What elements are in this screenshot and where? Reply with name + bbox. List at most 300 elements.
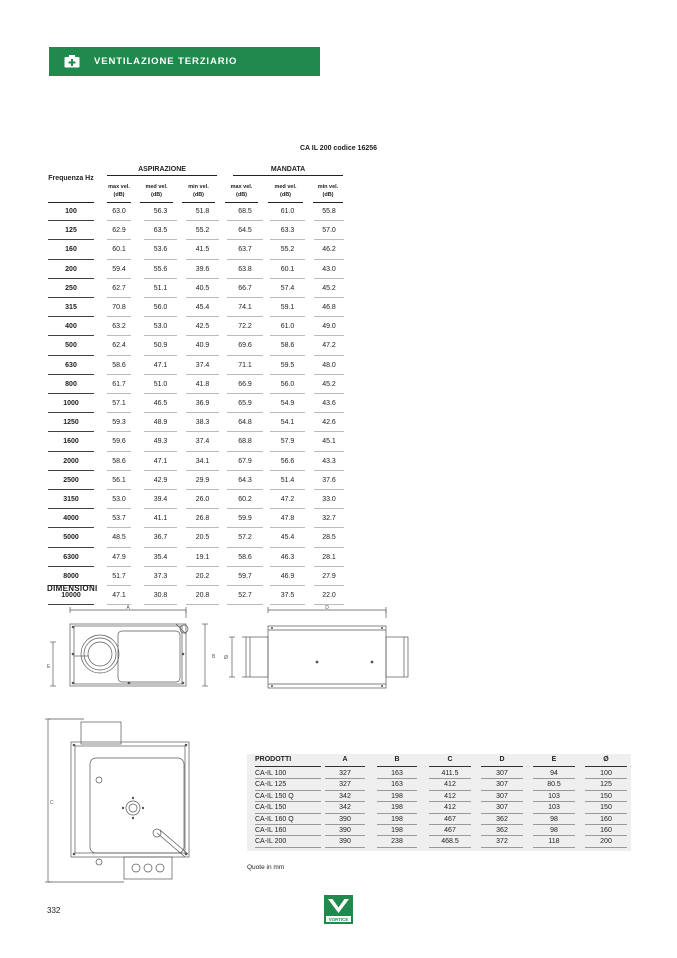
dim-label-b: B: [212, 654, 216, 660]
cell-text: 160: [65, 246, 77, 254]
product-value-cell: [377, 814, 417, 825]
product-value-cell: [325, 814, 365, 825]
product-value-cell: [585, 836, 627, 847]
value-cell: [144, 510, 177, 529]
cell-text: 163: [391, 770, 403, 777]
cell-underline: [144, 393, 177, 394]
products-table-header: [247, 754, 631, 768]
value-cell: [270, 337, 305, 356]
cell-text: 59.7: [238, 572, 252, 580]
cell-text: 37.6: [322, 476, 336, 484]
product-value-cell: [533, 802, 575, 813]
front-view-drawing: [44, 604, 224, 696]
value-cell: [186, 203, 219, 222]
value-cell: [144, 453, 177, 472]
value-cell: [186, 299, 219, 318]
cell-underline: [48, 451, 94, 452]
column-header-line: (dB): [113, 192, 125, 198]
cell-text: 62.4: [112, 342, 126, 350]
dim-label-phi: Ø: [224, 655, 228, 661]
product-value-cell: [429, 779, 471, 790]
cell-text: 51.1: [153, 284, 168, 292]
value-cell: [270, 472, 305, 491]
cell-underline: [270, 566, 305, 567]
value-cell: [227, 376, 263, 395]
value-cell: [227, 261, 263, 280]
cell-text: 63.3: [280, 227, 295, 235]
cell-text: 58.6: [280, 342, 295, 350]
cell-underline: [48, 412, 94, 413]
product-value-cell: [481, 779, 523, 790]
value-cell: [186, 337, 219, 356]
cell-underline: [144, 489, 177, 490]
group-aspirazione: ASPIRAZIONE: [138, 166, 186, 173]
product-value-cell: [325, 836, 365, 847]
value-cell: [186, 280, 219, 299]
value-cell: [270, 510, 305, 529]
product-value-cell: [377, 802, 417, 813]
cell-text: 47.2: [322, 342, 336, 350]
value-cell: [144, 529, 177, 548]
cell-text: 51.8: [195, 208, 210, 215]
cell-text: 630: [65, 361, 77, 369]
cell-text: 43.6: [322, 400, 336, 407]
cell-underline: [48, 278, 94, 279]
logo-text: VORTICE: [328, 917, 349, 922]
cell-text: 59.1: [280, 304, 295, 311]
cell-text: 400: [65, 323, 77, 331]
product-value-cell: [533, 779, 575, 790]
value-cell: [270, 241, 305, 260]
column-header: [313, 183, 343, 199]
cell-text: 362: [496, 815, 508, 823]
cell-text: 57.0: [322, 227, 336, 235]
cell-text: 342: [339, 792, 351, 800]
value-cell: [314, 241, 344, 260]
frequency-cell: [48, 472, 94, 491]
cell-text: 59.9: [238, 515, 252, 523]
cell-underline: [107, 355, 131, 356]
cell-underline: [270, 393, 305, 394]
value-cell: [227, 491, 263, 510]
cell-underline: [227, 566, 263, 567]
dimensions-note: Quote in mm: [247, 864, 285, 871]
cell-underline: [186, 527, 219, 528]
cell-underline: [144, 316, 177, 317]
cell-text: 55.6: [153, 265, 168, 273]
value-cell: [270, 299, 305, 318]
value-cell: [186, 549, 219, 568]
value-cell: [107, 337, 131, 356]
cell-text: 198: [391, 826, 403, 834]
cell-underline: [144, 451, 177, 452]
value-cell: [314, 395, 344, 414]
cell-text: 47.1: [153, 361, 168, 369]
value-cell: [186, 414, 219, 433]
cell-text: 37.4: [195, 438, 210, 446]
cell-text: 45.1: [322, 438, 336, 446]
cell-text: 66.7: [238, 284, 252, 292]
cell-text: 63.2: [112, 323, 126, 331]
product-value-cell: [377, 791, 417, 802]
column-header-line: (dB): [193, 192, 204, 198]
cell-underline: [48, 297, 94, 298]
page-number: 332: [47, 906, 61, 915]
value-cell: [107, 280, 131, 299]
cell-text: 68.5: [238, 208, 252, 215]
cell-text: 411.5: [441, 770, 459, 777]
cell-text: 19.1: [195, 553, 210, 561]
group-underline-aspirazione: [107, 175, 217, 176]
value-cell: [227, 337, 263, 356]
value-cell: [314, 472, 344, 491]
cell-underline: [270, 335, 305, 336]
table-row: [247, 779, 631, 790]
cell-underline: [227, 297, 263, 298]
cell-underline: [314, 470, 344, 471]
cell-underline: [270, 431, 305, 432]
value-cell: [270, 376, 305, 395]
cell-text: 412: [444, 792, 456, 800]
value-cell: [107, 376, 131, 395]
cell-underline: [270, 278, 305, 279]
cell-text: E: [551, 756, 557, 763]
cell-underline: [227, 547, 263, 548]
table-row: [0, 395, 677, 414]
value-cell: [270, 222, 305, 241]
value-cell: [107, 318, 131, 337]
cell-underline: [144, 508, 177, 509]
value-cell: [270, 549, 305, 568]
products-header-cell: [481, 754, 523, 768]
frequency-cell: [48, 337, 94, 356]
cell-text: 39.6: [195, 265, 210, 273]
cell-text: 42.9: [153, 476, 168, 484]
cell-text: 37.3: [153, 572, 168, 580]
cell-text: 57.9: [280, 438, 295, 446]
cell-text: 72.2: [238, 323, 252, 331]
dim-label-a: A: [126, 605, 130, 611]
cell-text: Ø: [603, 756, 609, 763]
cell-text: 28.5: [322, 534, 336, 542]
value-cell: [186, 568, 219, 587]
frequency-cell: [48, 376, 94, 395]
cell-text: 2500: [63, 476, 79, 484]
value-cell: [144, 337, 177, 356]
section-banner: [49, 47, 320, 76]
cell-text: 42.5: [195, 323, 210, 331]
cell-text: 39.4: [153, 496, 168, 503]
cell-text: 53.6: [153, 246, 168, 254]
cell-text: 46.8: [322, 304, 336, 311]
cell-underline: [144, 355, 177, 356]
table-row: [0, 568, 677, 587]
column-header-line: (dB): [236, 192, 247, 198]
frequency-cell: [48, 241, 94, 260]
value-cell: [144, 491, 177, 510]
cell-text: 100: [65, 208, 77, 215]
cell-underline: [325, 847, 365, 848]
value-cell: [227, 318, 263, 337]
value-cell: [314, 510, 344, 529]
cell-underline: [314, 527, 344, 528]
products-header-cell: [585, 754, 627, 768]
cell-underline: [481, 847, 523, 848]
cell-underline: [144, 335, 177, 336]
cell-underline: [144, 259, 177, 260]
cell-underline: [144, 566, 177, 567]
column-header: [140, 183, 173, 199]
cell-text: 51.0: [153, 380, 168, 388]
cell-text: 56.6: [280, 457, 295, 465]
value-cell: [107, 549, 131, 568]
ventilation-unit-icon: [64, 55, 80, 68]
value-cell: [186, 222, 219, 241]
cell-underline: [533, 847, 575, 848]
frequency-cell: [48, 510, 94, 529]
cell-text: 198: [391, 804, 403, 812]
cell-text: PRODOTTI: [255, 756, 292, 763]
table-row: [0, 549, 677, 568]
top-view-drawing: [44, 716, 204, 886]
cell-text: 67.9: [238, 457, 252, 465]
cell-text: 63.0: [112, 208, 126, 215]
cell-text: 62.9: [112, 227, 126, 235]
value-cell: [314, 261, 344, 280]
cell-text: 342: [339, 804, 351, 812]
product-value-cell: [377, 825, 417, 836]
cell-underline: [270, 470, 305, 471]
cell-underline: [227, 220, 263, 221]
value-cell: [186, 395, 219, 414]
cell-underline: [186, 355, 219, 356]
cell-text: 58.6: [238, 553, 252, 561]
value-cell: [107, 299, 131, 318]
table-row: [0, 414, 677, 433]
cell-text: 57.1: [112, 400, 126, 407]
frequency-cell: [48, 491, 94, 510]
cell-text: 53.7: [112, 515, 126, 523]
value-cell: [144, 376, 177, 395]
value-cell: [144, 318, 177, 337]
cell-underline: [270, 508, 305, 509]
cell-underline: [314, 220, 344, 221]
vortice-logo: [324, 895, 353, 924]
cell-underline: [107, 374, 131, 375]
value-cell: [227, 472, 263, 491]
frequency-cell: [48, 433, 94, 452]
products-table-body: [247, 768, 631, 848]
cell-underline: [314, 508, 344, 509]
product-value-cell: [481, 836, 523, 847]
cell-underline: [107, 527, 131, 528]
table-row: [0, 337, 677, 356]
cell-underline: [144, 470, 177, 471]
cell-text: 412: [444, 804, 456, 812]
cell-underline: [48, 316, 94, 317]
value-cell: [270, 280, 305, 299]
cell-underline: [314, 431, 344, 432]
value-cell: [227, 241, 263, 260]
product-name-cell: [255, 768, 321, 779]
cell-text: 45.2: [322, 284, 336, 292]
table-row: [0, 299, 677, 318]
value-cell: [227, 549, 263, 568]
cell-text: 250: [65, 284, 77, 292]
cell-underline: [186, 547, 219, 548]
cell-text: 61.0: [280, 208, 295, 215]
value-cell: [107, 222, 131, 241]
cell-text: CA-IL 200: [255, 838, 287, 846]
cell-text: 34.1: [195, 457, 210, 465]
cell-underline: [48, 239, 94, 240]
cell-text: 56.1: [112, 476, 126, 484]
cell-underline: [314, 566, 344, 567]
product-value-cell: [585, 825, 627, 836]
cell-text: 160: [600, 826, 612, 834]
cell-underline: [186, 508, 219, 509]
value-cell: [314, 376, 344, 395]
cell-text: 41.8: [195, 380, 210, 388]
product-value-cell: [429, 802, 471, 813]
cell-underline: [270, 451, 305, 452]
table-row: [0, 357, 677, 376]
cell-text: 37.4: [195, 361, 210, 369]
value-cell: [314, 203, 344, 222]
cell-underline: [585, 766, 627, 767]
column-header-line: (dB): [280, 192, 291, 198]
cell-underline: [186, 374, 219, 375]
product-value-cell: [533, 836, 575, 847]
cell-underline: [144, 585, 177, 586]
section-title: VENTILAZIONE TERZIARIO: [94, 56, 238, 67]
product-value-cell: [429, 836, 471, 847]
value-cell: [314, 433, 344, 452]
table-row: [0, 318, 677, 337]
frequency-cell: [48, 529, 94, 548]
cell-underline: [48, 355, 94, 356]
cell-text: 47.1: [153, 457, 168, 465]
product-value-cell: [481, 802, 523, 813]
column-header: [268, 183, 303, 199]
cell-underline: [377, 766, 417, 767]
cell-text: 38.3: [195, 419, 210, 427]
cell-text: 468.5: [441, 838, 459, 846]
value-cell: [144, 280, 177, 299]
value-cell: [107, 241, 131, 260]
cell-text: 362: [496, 826, 508, 834]
value-cell: [186, 433, 219, 452]
cell-underline: [186, 393, 219, 394]
column-header: [107, 183, 131, 199]
value-cell: [186, 357, 219, 376]
cell-text: 66.9: [238, 380, 252, 388]
dim-label-c: C: [50, 800, 54, 806]
cell-underline: [48, 335, 94, 336]
value-cell: [314, 222, 344, 241]
column-header: [225, 183, 258, 199]
cell-text: 56.3: [153, 208, 168, 215]
group-underline-mandata: [233, 175, 343, 176]
cell-underline: [314, 335, 344, 336]
table-row: [247, 768, 631, 779]
value-cell: [107, 261, 131, 280]
value-cell: [144, 261, 177, 280]
cell-text: 5000: [63, 534, 79, 542]
cell-text: 57.2: [238, 534, 252, 542]
cell-text: A: [342, 756, 348, 763]
cell-underline: [186, 259, 219, 260]
cell-underline: [48, 566, 94, 567]
cell-text: B: [394, 756, 400, 763]
product-value-cell: [585, 768, 627, 779]
cell-underline: [314, 451, 344, 452]
dim-label-d: D: [325, 605, 329, 611]
cell-text: 1250: [63, 419, 79, 427]
cell-underline: [227, 278, 263, 279]
cell-underline: [107, 393, 131, 394]
cell-underline: [107, 451, 131, 452]
cell-underline: [144, 278, 177, 279]
table-row: [0, 510, 677, 529]
cell-underline: [186, 489, 219, 490]
cell-text: 43.3: [322, 457, 336, 465]
cell-underline: [48, 393, 94, 394]
cell-underline: [186, 316, 219, 317]
cell-underline: [186, 431, 219, 432]
frequency-cell: [48, 261, 94, 280]
product-value-cell: [585, 802, 627, 813]
cell-text: 51.4: [280, 476, 295, 484]
cell-text: 6300: [63, 553, 79, 561]
cell-underline: [107, 547, 131, 548]
cell-underline: [107, 239, 131, 240]
value-cell: [227, 529, 263, 548]
cell-underline: [270, 239, 305, 240]
cell-underline: [227, 239, 263, 240]
column-header: [182, 183, 215, 199]
column-header-line: max vel.: [108, 184, 130, 190]
cell-underline: [186, 335, 219, 336]
value-cell: [107, 433, 131, 452]
cell-text: 63.7: [238, 246, 252, 254]
cell-underline: [107, 431, 131, 432]
cell-text: 307: [496, 792, 508, 800]
cell-underline: [107, 489, 131, 490]
product-name-cell: [255, 779, 321, 790]
cell-text: 36.9: [195, 400, 210, 407]
product-value-cell: [481, 814, 523, 825]
value-cell: [186, 472, 219, 491]
cell-underline: [270, 259, 305, 260]
cell-text: 43.0: [322, 265, 336, 273]
cell-text: 500: [65, 342, 77, 350]
cell-underline: [314, 239, 344, 240]
cell-underline: [255, 847, 321, 848]
value-cell: [227, 222, 263, 241]
cell-underline: [144, 239, 177, 240]
cell-underline: [227, 316, 263, 317]
cell-underline: [227, 585, 263, 586]
cell-text: 64.5: [238, 227, 252, 235]
frequency-cell: [48, 453, 94, 472]
cell-text: 56.0: [280, 380, 295, 388]
cell-text: 35.4: [153, 553, 168, 561]
value-cell: [227, 510, 263, 529]
cell-text: 47.8: [280, 515, 295, 523]
cell-underline: [144, 220, 177, 221]
cell-text: 163: [391, 781, 403, 789]
